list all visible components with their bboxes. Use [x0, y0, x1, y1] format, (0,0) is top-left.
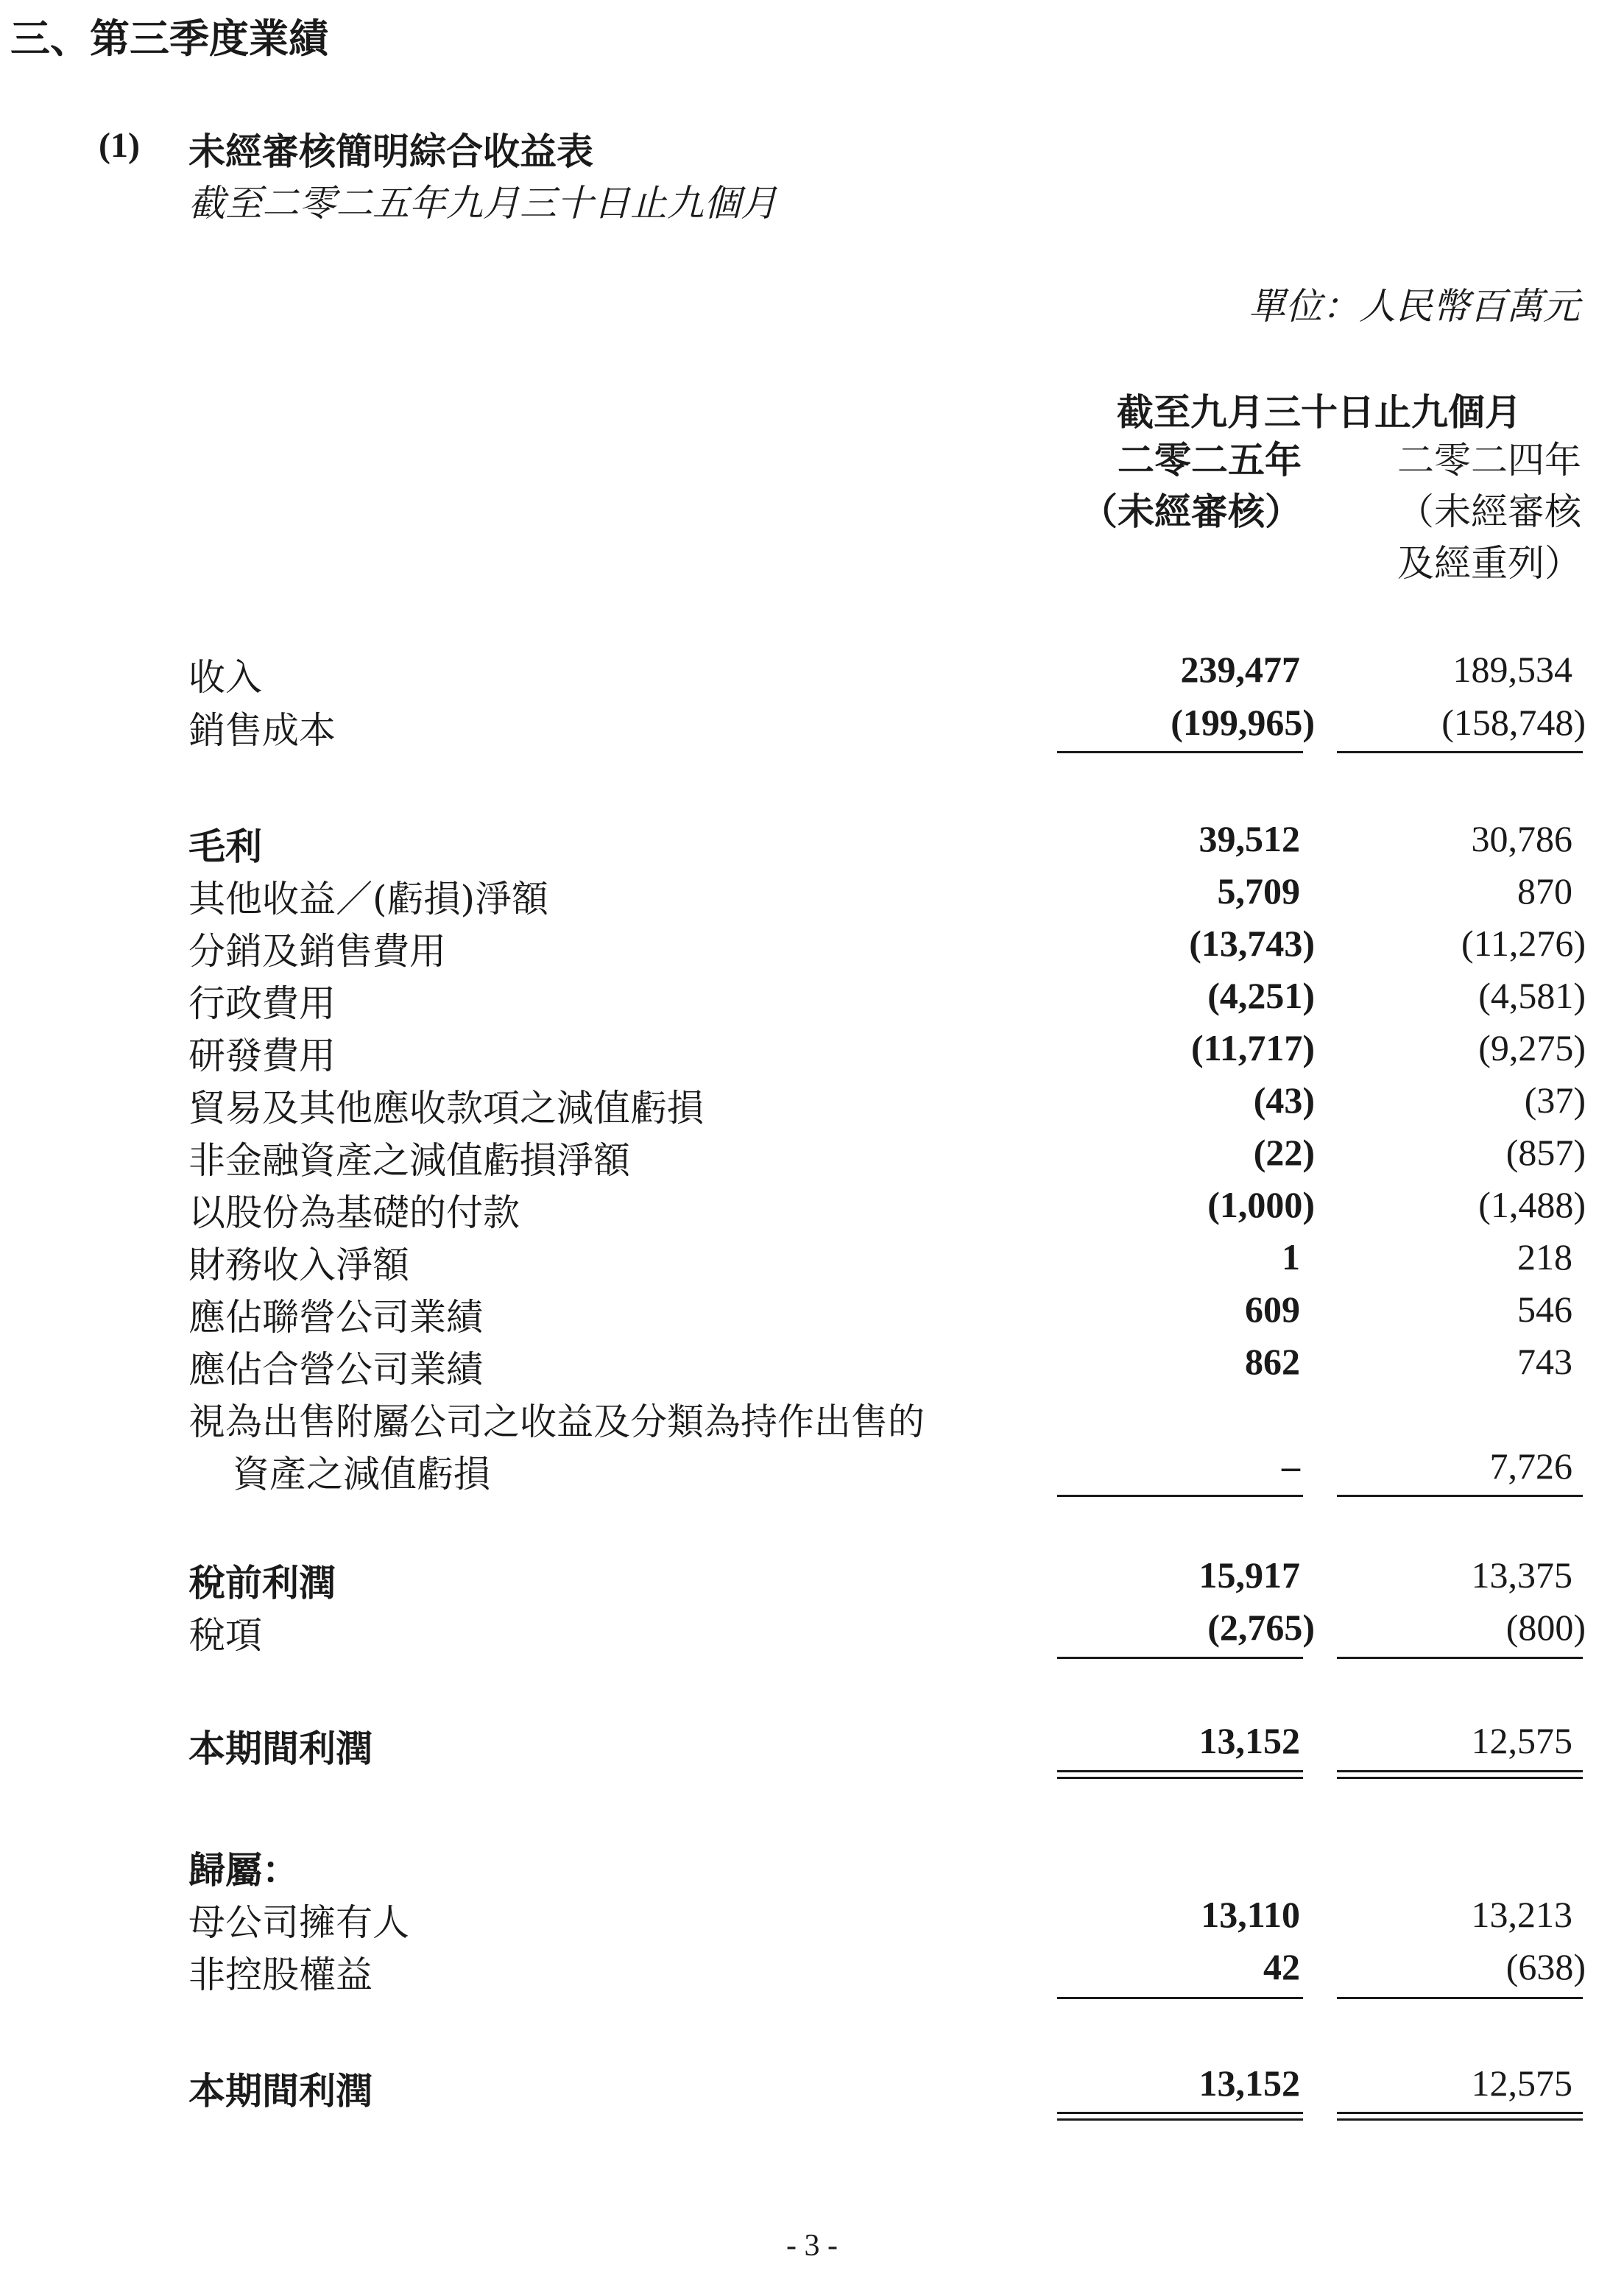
column-2024-note-2: 及經重列）: [1397, 542, 1581, 585]
row-value-2024-revenue: 189,534: [1452, 649, 1572, 690]
subtotal-rule: [1057, 751, 1303, 753]
row-value-2024-owners-of-parent: 13,213: [1471, 1894, 1572, 1935]
column-2025-year: 二零二五年: [1118, 439, 1302, 482]
page-number: - 3 -: [786, 2229, 838, 2263]
column-period-header: 截至九月三十日止九個月: [1117, 391, 1522, 434]
row-value-2024-share-based-payments: (1,488): [1478, 1184, 1586, 1225]
row-value-2025-owners-of-parent: 13,110: [1201, 1894, 1300, 1935]
subsection-title: 未經審核簡明綜合收益表: [188, 130, 593, 173]
row-value-2024-joint-ventures-share: 743: [1517, 1341, 1572, 1382]
row-label-owners-of-parent: 母公司擁有人: [188, 1901, 409, 1944]
subtotal-rule: [1337, 1657, 1583, 1659]
row-label-profit-for-period: 本期間利潤: [188, 1727, 373, 1770]
row-value-2025-nonfinancial-impairment: (22): [1253, 1132, 1315, 1173]
subsection-period: 截至二零二五年九月三十日止九個月: [188, 182, 777, 225]
column-2025-header: [1081, 434, 1302, 538]
row-label-admin-expenses: 行政費用: [188, 982, 336, 1025]
row-label-other-gains: 其他收益／(虧損)淨額: [188, 878, 549, 920]
row-value-2024-profit-for-period-total: 12,575: [1471, 2062, 1572, 2104]
row-value-2025-finance-income: 1: [1282, 1236, 1300, 1278]
row-value-2025-distribution-expenses: (13,743): [1189, 923, 1315, 964]
row-value-2024-finance-income: 218: [1517, 1236, 1572, 1278]
row-value-2024-cost-of-sales: (158,748): [1441, 702, 1586, 743]
row-value-2024-other-gains: 870: [1517, 870, 1572, 912]
row-label-share-based-payments: 以股份為基礎的付款: [188, 1191, 520, 1234]
row-value-2025-rd-expenses: (11,717): [1190, 1027, 1315, 1068]
row-value-2025-cost-of-sales: (199,965): [1171, 702, 1315, 743]
row-value-2025-profit-before-tax: 15,917: [1198, 1554, 1300, 1596]
row-value-2025-receivables-impairment: (43): [1253, 1079, 1315, 1121]
row-label-deemed-disposal: 視為出售附屬公司之收益及分類為持作出售的: [188, 1401, 925, 1443]
row-label-attributable-to: 歸屬：: [188, 1849, 299, 1892]
row-label-non-controlling-interests: 非控股權益: [188, 1953, 373, 1996]
row-value-2025-admin-expenses: (4,251): [1207, 975, 1315, 1016]
subtotal-rule: [1337, 1997, 1583, 1999]
row-value-2025-associates-share: 609: [1245, 1289, 1300, 1330]
row-label-profit-for-period-total: 本期間利潤: [188, 2070, 373, 2113]
row-label-finance-income: 財務收入淨額: [188, 1244, 409, 1286]
row-value-2024-admin-expenses: (4,581): [1478, 975, 1586, 1016]
row-label-distribution-expenses: 分銷及銷售費用: [188, 930, 446, 973]
row-value-2025-other-gains: 5,709: [1217, 870, 1300, 912]
row-value-2025-joint-ventures-share: 862: [1245, 1341, 1300, 1382]
row-value-2025-non-controlling-interests: 42: [1263, 1946, 1300, 1987]
total-double-rule: [1057, 1770, 1303, 1779]
section-heading: 三、第三季度業績: [10, 15, 328, 62]
row-value-2024-receivables-impairment: (37): [1524, 1079, 1586, 1121]
row-value-2025-gross-profit: 39,512: [1198, 818, 1300, 859]
row-label-gross-profit: 毛利: [188, 825, 262, 868]
subtotal-rule: [1337, 751, 1583, 753]
total-double-rule: [1337, 1770, 1583, 1779]
column-2024-header: [1397, 434, 1581, 589]
total-double-rule: [1337, 2112, 1583, 2121]
row-value-2025-profit-for-period-total: 13,152: [1198, 2062, 1300, 2104]
row-value-2024-deemed-disposal: 7,726: [1489, 1445, 1572, 1487]
row-value-2024-tax: (800): [1505, 1607, 1586, 1648]
row-label-profit-before-tax: 稅前利潤: [188, 1562, 336, 1604]
row-value-2025-revenue: 239,477: [1180, 649, 1300, 690]
row-label-rd-expenses: 研發費用: [188, 1035, 336, 1077]
subsection-number: (1): [99, 126, 140, 165]
column-2024-year: 二零二四年: [1397, 439, 1581, 482]
row-value-2025-profit-for-period: 13,152: [1198, 1720, 1300, 1761]
row-value-2025-deemed-disposal: –: [1282, 1445, 1300, 1487]
row-label-cost-of-sales: 銷售成本: [188, 709, 336, 752]
subtotal-rule: [1337, 1495, 1583, 1497]
total-double-rule: [1057, 2112, 1303, 2121]
subtotal-rule: [1057, 1657, 1303, 1659]
row-label-deemed-disposal-continued: 資產之減值虧損: [233, 1453, 490, 1495]
row-value-2024-distribution-expenses: (11,276): [1461, 923, 1586, 964]
row-value-2024-gross-profit: 30,786: [1471, 818, 1572, 859]
row-value-2024-non-controlling-interests: (638): [1505, 1946, 1586, 1987]
row-value-2024-associates-share: 546: [1517, 1289, 1572, 1330]
row-label-tax: 稅項: [188, 1614, 262, 1657]
subtotal-rule: [1057, 1495, 1303, 1497]
row-label-associates-share: 應佔聯營公司業績: [188, 1296, 483, 1339]
row-label-nonfinancial-impairment: 非金融資產之減值虧損淨額: [188, 1139, 630, 1182]
row-value-2024-profit-before-tax: 13,375: [1471, 1554, 1572, 1596]
row-value-2024-profit-for-period: 12,575: [1471, 1720, 1572, 1761]
row-label-revenue: 收入: [188, 656, 262, 699]
row-label-joint-ventures-share: 應佔合營公司業績: [188, 1348, 483, 1391]
row-value-2025-tax: (2,765): [1207, 1607, 1315, 1648]
column-2025-note: （未經審核）: [1081, 490, 1302, 533]
row-value-2024-rd-expenses: (9,275): [1478, 1027, 1586, 1068]
row-label-receivables-impairment: 貿易及其他應收款項之減值虧損: [188, 1087, 704, 1130]
row-value-2024-nonfinancial-impairment: (857): [1505, 1132, 1586, 1173]
subtotal-rule: [1057, 1997, 1303, 1999]
column-2024-note-1: （未經審核: [1397, 490, 1581, 533]
unit-label: 單位：人民幣百萬元: [1249, 285, 1580, 328]
row-value-2025-share-based-payments: (1,000): [1207, 1184, 1315, 1225]
